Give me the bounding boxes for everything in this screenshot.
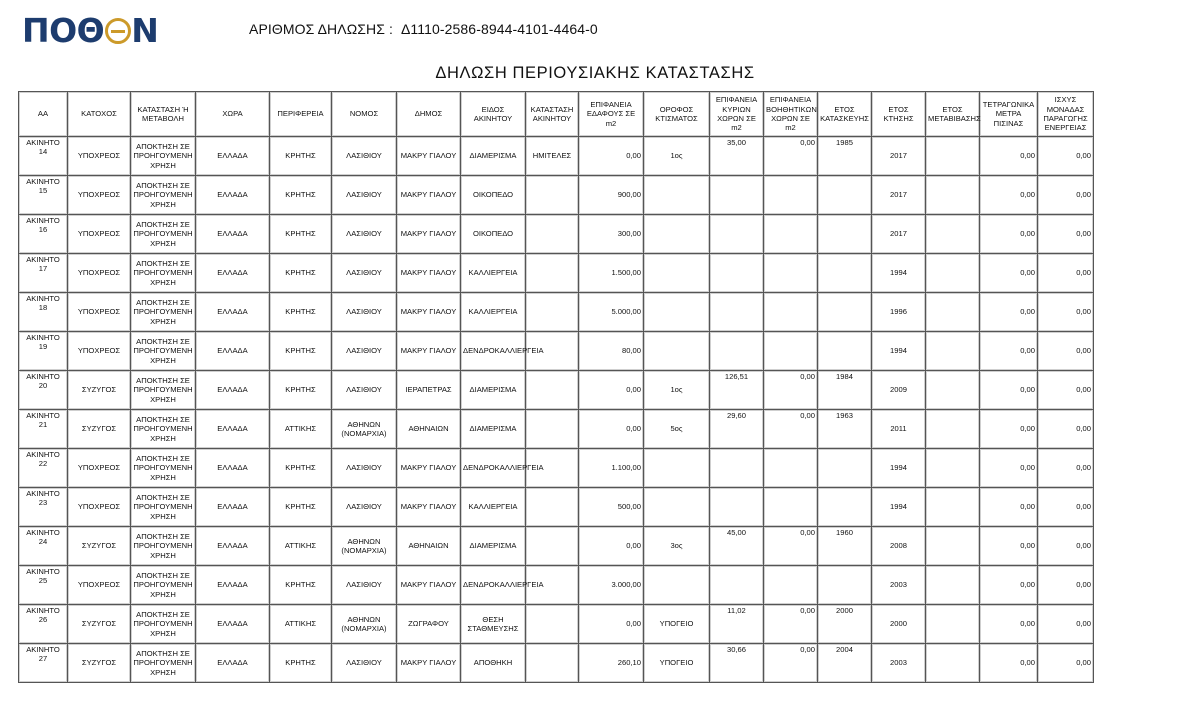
cell-region: ΚΡΗΤΗΣ — [270, 371, 332, 410]
cell-main-area: 35,00 — [710, 137, 764, 176]
cell-prefecture: ΛΑΣΙΘΙΟΥ — [332, 332, 397, 371]
assets-table — [18, 91, 1094, 683]
cell-floor — [644, 254, 710, 293]
column-header: ΕΠΙΦΑΝΕΙΑ ΚΥΡΙΩΝ ΧΩΡΩΝ ΣΕ m2 — [710, 92, 764, 137]
cell-year-built — [818, 176, 872, 215]
table-row — [19, 449, 1094, 488]
cell-power: 0,00 — [1038, 566, 1094, 605]
cell-country: ΕΛΛΑΔΑ — [196, 137, 270, 176]
column-header: ΚΑΤΑΣΤΑΣΗ Ή ΜΕΤΑΒΟΛΗ — [131, 92, 196, 137]
cell-property-status — [526, 176, 579, 215]
cell-status: ΑΠΟΚΤΗΣΗ ΣΕ ΠΡΟΗΓΟΥΜΕΝΗ ΧΡΗΣΗ — [131, 644, 196, 683]
cell-owner: ΣΥΖΥΓΟΣ — [68, 527, 131, 566]
cell-main-area — [710, 215, 764, 254]
table-row — [19, 410, 1094, 449]
cell-municipality: ΜΑΚΡΥ ΓΙΑΛΟΥ — [397, 566, 461, 605]
cell-floor: 3ος — [644, 527, 710, 566]
cell-municipality: ΜΑΚΡΥ ΓΙΑΛΟΥ — [397, 644, 461, 683]
cell-main-area: 30,66 — [710, 644, 764, 683]
table-row — [19, 488, 1094, 527]
cell-region: ΚΡΗΤΗΣ — [270, 293, 332, 332]
cell-aux-area — [764, 293, 818, 332]
cell-prefecture: ΛΑΣΙΘΙΟΥ — [332, 566, 397, 605]
cell-floor — [644, 488, 710, 527]
cell-year-acquired: 1994 — [872, 332, 926, 371]
cell-property-type: ΔΙΑΜΕΡΙΣΜΑ — [461, 371, 526, 410]
cell-land-area: 260,10 — [579, 644, 644, 683]
cell-country: ΕΛΛΑΔΑ — [196, 605, 270, 644]
cell-year-built: 1963 — [818, 410, 872, 449]
cell-prefecture: ΛΑΣΙΘΙΟΥ — [332, 215, 397, 254]
cell-status: ΑΠΟΚΤΗΣΗ ΣΕ ΠΡΟΗΓΟΥΜΕΝΗ ΧΡΗΣΗ — [131, 293, 196, 332]
cell-region: ΚΡΗΤΗΣ — [270, 488, 332, 527]
cell-prefecture: ΛΑΣΙΘΙΟΥ — [332, 371, 397, 410]
cell-aux-area — [764, 176, 818, 215]
cell-region: ΚΡΗΤΗΣ — [270, 254, 332, 293]
cell-country: ΕΛΛΑΔΑ — [196, 449, 270, 488]
cell-property-status — [526, 254, 579, 293]
cell-aux-area: 0,00 — [764, 137, 818, 176]
cell-aux-area — [764, 566, 818, 605]
cell-municipality: ΑΘΗΝΑΙΩΝ — [397, 527, 461, 566]
column-header: ΕΠΙΦΑΝΕΙΑ ΒΟΗΘΗΤΙΚΩΝ ΧΩΡΩΝ ΣΕ m2 — [764, 92, 818, 137]
cell-main-area — [710, 488, 764, 527]
cell-aa: ΑΚΙΝΗΤΟ 26 — [19, 605, 68, 644]
cell-aa: ΑΚΙΝΗΤΟ 21 — [19, 410, 68, 449]
cell-power: 0,00 — [1038, 176, 1094, 215]
cell-prefecture: ΛΑΣΙΘΙΟΥ — [332, 488, 397, 527]
cell-aux-area — [764, 215, 818, 254]
cell-municipality: ΜΑΚΡΥ ΓΙΑΛΟΥ — [397, 254, 461, 293]
column-header: ΕΠΙΦΑΝΕΙΑ ΕΔΑΦΟΥΣ ΣΕ m2 — [579, 92, 644, 137]
cell-municipality: ΜΑΚΡΥ ΓΙΑΛΟΥ — [397, 332, 461, 371]
cell-prefecture: ΛΑΣΙΘΙΟΥ — [332, 449, 397, 488]
cell-aux-area: 0,00 — [764, 371, 818, 410]
cell-municipality: ΜΑΚΡΥ ΓΙΑΛΟΥ — [397, 449, 461, 488]
cell-pool-area: 0,00 — [980, 449, 1038, 488]
table-body — [19, 137, 1094, 683]
cell-land-area: 500,00 — [579, 488, 644, 527]
cell-region: ΚΡΗΤΗΣ — [270, 176, 332, 215]
table-row — [19, 137, 1094, 176]
cell-floor — [644, 566, 710, 605]
cell-pool-area: 0,00 — [980, 488, 1038, 527]
cell-municipality: ΙΕΡΑΠΕΤΡΑΣ — [397, 371, 461, 410]
cell-pool-area: 0,00 — [980, 410, 1038, 449]
cell-pool-area: 0,00 — [980, 566, 1038, 605]
column-header: ΠΕΡΙΦΕΡΕΙΑ — [270, 92, 332, 137]
cell-pool-area: 0,00 — [980, 176, 1038, 215]
cell-property-type: ΔΙΑΜΕΡΙΣΜΑ — [461, 527, 526, 566]
cell-aa: ΑΚΙΝΗΤΟ 18 — [19, 293, 68, 332]
cell-property-status — [526, 410, 579, 449]
cell-municipality: ΖΩΓΡΑΦΟΥ — [397, 605, 461, 644]
cell-status: ΑΠΟΚΤΗΣΗ ΣΕ ΠΡΟΗΓΟΥΜΕΝΗ ΧΡΗΣΗ — [131, 371, 196, 410]
cell-country: ΕΛΛΑΔΑ — [196, 566, 270, 605]
cell-country: ΕΛΛΑΔΑ — [196, 644, 270, 683]
cell-status: ΑΠΟΚΤΗΣΗ ΣΕ ΠΡΟΗΓΟΥΜΕΝΗ ΧΡΗΣΗ — [131, 488, 196, 527]
cell-aa: ΑΚΙΝΗΤΟ 16 — [19, 215, 68, 254]
cell-year-transfer — [926, 644, 980, 683]
cell-owner: ΥΠΟΧΡΕΟΣ — [68, 215, 131, 254]
cell-owner: ΣΥΖΥΓΟΣ — [68, 605, 131, 644]
cell-status: ΑΠΟΚΤΗΣΗ ΣΕ ΠΡΟΗΓΟΥΜΕΝΗ ΧΡΗΣΗ — [131, 254, 196, 293]
cell-owner: ΥΠΟΧΡΕΟΣ — [68, 332, 131, 371]
cell-year-acquired: 2017 — [872, 176, 926, 215]
cell-land-area: 0,00 — [579, 410, 644, 449]
column-header: ΑΑ — [19, 92, 68, 137]
cell-year-transfer — [926, 566, 980, 605]
cell-prefecture: ΛΑΣΙΘΙΟΥ — [332, 293, 397, 332]
cell-year-built — [818, 254, 872, 293]
column-header: ΕΤΟΣ ΚΑΤΑΣΚΕΥΗΣ — [818, 92, 872, 137]
cell-year-acquired: 1994 — [872, 449, 926, 488]
cell-status: ΑΠΟΚΤΗΣΗ ΣΕ ΠΡΟΗΓΟΥΜΕΝΗ ΧΡΗΣΗ — [131, 527, 196, 566]
declaration-number-label: ΑΡΙΘΜΟΣ ΔΗΛΩΣΗΣ : — [249, 21, 393, 37]
cell-floor — [644, 449, 710, 488]
cell-year-built — [818, 566, 872, 605]
cell-year-transfer — [926, 137, 980, 176]
cell-land-area: 0,00 — [579, 137, 644, 176]
cell-year-built — [818, 332, 872, 371]
cell-main-area: 126,51 — [710, 371, 764, 410]
cell-status: ΑΠΟΚΤΗΣΗ ΣΕ ΠΡΟΗΓΟΥΜΕΝΗ ΧΡΗΣΗ — [131, 215, 196, 254]
cell-aa: ΑΚΙΝΗΤΟ 14 — [19, 137, 68, 176]
table-row — [19, 605, 1094, 644]
cell-status: ΑΠΟΚΤΗΣΗ ΣΕ ΠΡΟΗΓΟΥΜΕΝΗ ΧΡΗΣΗ — [131, 449, 196, 488]
cell-floor — [644, 215, 710, 254]
cell-year-built: 1984 — [818, 371, 872, 410]
cell-power: 0,00 — [1038, 254, 1094, 293]
cell-country: ΕΛΛΑΔΑ — [196, 527, 270, 566]
cell-status: ΑΠΟΚΤΗΣΗ ΣΕ ΠΡΟΗΓΟΥΜΕΝΗ ΧΡΗΣΗ — [131, 176, 196, 215]
cell-power: 0,00 — [1038, 605, 1094, 644]
cell-owner: ΥΠΟΧΡΕΟΣ — [68, 488, 131, 527]
cell-country: ΕΛΛΑΔΑ — [196, 254, 270, 293]
cell-year-transfer — [926, 176, 980, 215]
cell-year-transfer — [926, 332, 980, 371]
table-row — [19, 566, 1094, 605]
cell-property-status — [526, 488, 579, 527]
cell-property-type: ΔΙΑΜΕΡΙΣΜΑ — [461, 137, 526, 176]
cell-municipality: ΜΑΚΡΥ ΓΙΑΛΟΥ — [397, 488, 461, 527]
cell-main-area — [710, 176, 764, 215]
cell-power: 0,00 — [1038, 137, 1094, 176]
cell-region: ΚΡΗΤΗΣ — [270, 332, 332, 371]
cell-region: ΚΡΗΤΗΣ — [270, 566, 332, 605]
cell-status: ΑΠΟΚΤΗΣΗ ΣΕ ΠΡΟΗΓΟΥΜΕΝΗ ΧΡΗΣΗ — [131, 566, 196, 605]
cell-year-transfer — [926, 215, 980, 254]
cell-year-built: 2000 — [818, 605, 872, 644]
cell-country: ΕΛΛΑΔΑ — [196, 332, 270, 371]
cell-property-type: ΘΕΣΗ ΣΤΑΘΜΕΥΣΗΣ — [461, 605, 526, 644]
cell-country: ΕΛΛΑΔΑ — [196, 176, 270, 215]
cell-prefecture: ΑΘΗΝΩΝ (ΝΟΜΑΡΧΙΑ) — [332, 410, 397, 449]
cell-property-type: ΔΕΝΔΡΟΚΑΛΛΙΕΡΓΕΙΑ — [461, 449, 526, 488]
cell-aux-area — [764, 449, 818, 488]
cell-aux-area — [764, 488, 818, 527]
cell-aa: ΑΚΙΝΗΤΟ 22 — [19, 449, 68, 488]
cell-pool-area: 0,00 — [980, 332, 1038, 371]
cell-year-transfer — [926, 488, 980, 527]
cell-year-transfer — [926, 293, 980, 332]
logo-text-right: Ν — [131, 11, 159, 50]
cell-year-built — [818, 449, 872, 488]
cell-aa: ΑΚΙΝΗΤΟ 25 — [19, 566, 68, 605]
cell-municipality: ΜΑΚΡΥ ΓΙΑΛΟΥ — [397, 293, 461, 332]
cell-property-status — [526, 644, 579, 683]
cell-owner: ΣΥΖΥΓΟΣ — [68, 410, 131, 449]
cell-year-acquired: 2017 — [872, 215, 926, 254]
cell-property-status — [526, 527, 579, 566]
cell-pool-area: 0,00 — [980, 137, 1038, 176]
cell-year-acquired: 2003 — [872, 566, 926, 605]
cell-country: ΕΛΛΑΔΑ — [196, 371, 270, 410]
cell-main-area: 11,02 — [710, 605, 764, 644]
cell-aa: ΑΚΙΝΗΤΟ 19 — [19, 332, 68, 371]
cell-land-area: 0,00 — [579, 527, 644, 566]
cell-power: 0,00 — [1038, 410, 1094, 449]
cell-pool-area: 0,00 — [980, 254, 1038, 293]
cell-power: 0,00 — [1038, 293, 1094, 332]
cell-power: 0,00 — [1038, 332, 1094, 371]
cell-year-transfer — [926, 254, 980, 293]
cell-power: 0,00 — [1038, 644, 1094, 683]
cell-floor: 5ος — [644, 410, 710, 449]
cell-main-area — [710, 293, 764, 332]
cell-property-type: ΔΕΝΔΡΟΚΑΛΛΙΕΡΓΕΙΑ — [461, 566, 526, 605]
cell-municipality: ΜΑΚΡΥ ΓΙΑΛΟΥ — [397, 215, 461, 254]
cell-year-acquired: 1996 — [872, 293, 926, 332]
cell-country: ΕΛΛΑΔΑ — [196, 293, 270, 332]
cell-prefecture: ΛΑΣΙΘΙΟΥ — [332, 254, 397, 293]
cell-power: 0,00 — [1038, 215, 1094, 254]
table-row — [19, 293, 1094, 332]
cell-main-area — [710, 254, 764, 293]
cell-power: 0,00 — [1038, 527, 1094, 566]
column-header: ΕΤΟΣ ΜΕΤΑΒΙΒΑΣΗΣ — [926, 92, 980, 137]
cell-region: ΚΡΗΤΗΣ — [270, 215, 332, 254]
cell-municipality: ΜΑΚΡΥ ΓΙΑΛΟΥ — [397, 176, 461, 215]
cell-region: ΑΤΤΙΚΗΣ — [270, 410, 332, 449]
table-row — [19, 254, 1094, 293]
table-header-row — [19, 92, 1094, 137]
column-header: ΕΤΟΣ ΚΤΗΣΗΣ — [872, 92, 926, 137]
cell-floor — [644, 293, 710, 332]
cell-aux-area — [764, 332, 818, 371]
cell-pool-area: 0,00 — [980, 293, 1038, 332]
cell-property-type: ΔΕΝΔΡΟΚΑΛΛΙΕΡΓΕΙΑ — [461, 332, 526, 371]
cell-property-status — [526, 215, 579, 254]
document-title: ΔΗΛΩΣΗ ΠΕΡΙΟΥΣΙΑΚΗΣ ΚΑΤΑΣΤΑΣΗΣ — [435, 64, 755, 82]
cell-property-type: ΚΑΛΛΙΕΡΓΕΙΑ — [461, 488, 526, 527]
cell-region: ΑΤΤΙΚΗΣ — [270, 605, 332, 644]
table-row — [19, 215, 1094, 254]
cell-land-area: 3.000,00 — [579, 566, 644, 605]
cell-year-acquired: 1994 — [872, 488, 926, 527]
table-row — [19, 332, 1094, 371]
cell-region: ΑΤΤΙΚΗΣ — [270, 527, 332, 566]
table-row — [19, 527, 1094, 566]
cell-prefecture: ΛΑΣΙΘΙΟΥ — [332, 644, 397, 683]
cell-status: ΑΠΟΚΤΗΣΗ ΣΕ ΠΡΟΗΓΟΥΜΕΝΗ ΧΡΗΣΗ — [131, 605, 196, 644]
column-header: ΤΕΤΡΑΓΩΝΙΚΑ ΜΕΤΡΑ ΠΙΣΙΝΑΣ — [980, 92, 1038, 137]
cell-aa: ΑΚΙΝΗΤΟ 15 — [19, 176, 68, 215]
cell-floor: 1ος — [644, 137, 710, 176]
cell-pool-area: 0,00 — [980, 371, 1038, 410]
cell-aa: ΑΚΙΝΗΤΟ 20 — [19, 371, 68, 410]
cell-region: ΚΡΗΤΗΣ — [270, 644, 332, 683]
cell-main-area: 45,00 — [710, 527, 764, 566]
logo-epsilon-ring-icon — [105, 18, 131, 44]
cell-property-type: ΔΙΑΜΕΡΙΣΜΑ — [461, 410, 526, 449]
cell-year-acquired: 2017 — [872, 137, 926, 176]
cell-pool-area: 0,00 — [980, 215, 1038, 254]
cell-pool-area: 0,00 — [980, 605, 1038, 644]
cell-land-area: 300,00 — [579, 215, 644, 254]
cell-property-type: ΚΑΛΛΙΕΡΓΕΙΑ — [461, 293, 526, 332]
column-header: ΝΟΜΟΣ — [332, 92, 397, 137]
cell-year-built: 1960 — [818, 527, 872, 566]
cell-floor: 1ος — [644, 371, 710, 410]
cell-land-area: 5.000,00 — [579, 293, 644, 332]
cell-year-built — [818, 293, 872, 332]
cell-year-transfer — [926, 527, 980, 566]
cell-property-type: ΟΙΚΟΠΕΔΟ — [461, 215, 526, 254]
declaration-number-value: Δ1110-2586-8944-4101-4464-0 — [400, 21, 598, 37]
declaration-number-line — [249, 21, 598, 37]
cell-aux-area: 0,00 — [764, 410, 818, 449]
cell-aux-area: 0,00 — [764, 644, 818, 683]
cell-region: ΚΡΗΤΗΣ — [270, 449, 332, 488]
cell-year-acquired: 2000 — [872, 605, 926, 644]
cell-year-acquired: 2008 — [872, 527, 926, 566]
cell-property-status — [526, 293, 579, 332]
cell-land-area: 0,00 — [579, 605, 644, 644]
cell-status: ΑΠΟΚΤΗΣΗ ΣΕ ΠΡΟΗΓΟΥΜΕΝΗ ΧΡΗΣΗ — [131, 410, 196, 449]
column-header: ΚΑΤΟΧΟΣ — [68, 92, 131, 137]
cell-owner: ΥΠΟΧΡΕΟΣ — [68, 254, 131, 293]
cell-floor: ΥΠΟΓΕΙΟ — [644, 605, 710, 644]
cell-aa: ΑΚΙΝΗΤΟ 17 — [19, 254, 68, 293]
cell-aux-area: 0,00 — [764, 605, 818, 644]
cell-year-built — [818, 488, 872, 527]
cell-power: 0,00 — [1038, 488, 1094, 527]
cell-land-area: 1.500,00 — [579, 254, 644, 293]
cell-owner: ΥΠΟΧΡΕΟΣ — [68, 566, 131, 605]
cell-property-status — [526, 371, 579, 410]
cell-floor — [644, 332, 710, 371]
cell-property-type: ΚΑΛΛΙΕΡΓΕΙΑ — [461, 254, 526, 293]
cell-prefecture: ΑΘΗΝΩΝ (ΝΟΜΑΡΧΙΑ) — [332, 527, 397, 566]
cell-owner: ΥΠΟΧΡΕΟΣ — [68, 293, 131, 332]
cell-owner: ΣΥΖΥΓΟΣ — [68, 644, 131, 683]
cell-land-area: 900,00 — [579, 176, 644, 215]
cell-municipality: ΜΑΚΡΥ ΓΙΑΛΟΥ — [397, 137, 461, 176]
column-header: ΙΣΧΥΣ ΜΟΝΑΔΑΣ ΠΑΡΑΓΩΓΗΣ ΕΝΕΡΓΕΙΑΣ — [1038, 92, 1094, 137]
cell-year-transfer — [926, 449, 980, 488]
cell-main-area — [710, 449, 764, 488]
cell-main-area: 29,60 — [710, 410, 764, 449]
cell-year-transfer — [926, 410, 980, 449]
logo-text-left: ΠΟΘ — [22, 11, 105, 50]
cell-main-area — [710, 332, 764, 371]
cell-floor: ΥΠΟΓΕΙΟ — [644, 644, 710, 683]
cell-power: 0,00 — [1038, 449, 1094, 488]
cell-aa: ΑΚΙΝΗΤΟ 23 — [19, 488, 68, 527]
cell-year-built — [818, 215, 872, 254]
cell-property-type: ΑΠΟΘΗΚΗ — [461, 644, 526, 683]
cell-owner: ΣΥΖΥΓΟΣ — [68, 371, 131, 410]
cell-status: ΑΠΟΚΤΗΣΗ ΣΕ ΠΡΟΗΓΟΥΜΕΝΗ ΧΡΗΣΗ — [131, 332, 196, 371]
column-header: ΟΡΟΦΟΣ ΚΤΙΣΜΑΤΟΣ — [644, 92, 710, 137]
cell-year-acquired: 1994 — [872, 254, 926, 293]
cell-year-acquired: 2003 — [872, 644, 926, 683]
cell-property-status — [526, 605, 579, 644]
cell-prefecture: ΛΑΣΙΘΙΟΥ — [332, 137, 397, 176]
cell-floor — [644, 176, 710, 215]
cell-owner: ΥΠΟΧΡΕΟΣ — [68, 137, 131, 176]
cell-aux-area: 0,00 — [764, 527, 818, 566]
cell-owner: ΥΠΟΧΡΕΟΣ — [68, 176, 131, 215]
cell-status: ΑΠΟΚΤΗΣΗ ΣΕ ΠΡΟΗΓΟΥΜΕΝΗ ΧΡΗΣΗ — [131, 137, 196, 176]
cell-prefecture: ΛΑΣΙΘΙΟΥ — [332, 176, 397, 215]
column-header: ΧΩΡΑ — [196, 92, 270, 137]
cell-owner: ΥΠΟΧΡΕΟΣ — [68, 449, 131, 488]
column-header: ΚΑΤΑΣΤΑΣΗ ΑΚΙΝΗΤΟΥ — [526, 92, 579, 137]
cell-power: 0,00 — [1038, 371, 1094, 410]
cell-land-area: 0,00 — [579, 371, 644, 410]
cell-land-area: 1.100,00 — [579, 449, 644, 488]
cell-land-area: 80,00 — [579, 332, 644, 371]
cell-country: ΕΛΛΑΔΑ — [196, 410, 270, 449]
cell-municipality: ΑΘΗΝΑΙΩΝ — [397, 410, 461, 449]
cell-property-type: ΟΙΚΟΠΕΔΟ — [461, 176, 526, 215]
cell-country: ΕΛΛΑΔΑ — [196, 215, 270, 254]
pothen-logo — [22, 13, 158, 49]
cell-pool-area: 0,00 — [980, 644, 1038, 683]
cell-year-acquired: 2011 — [872, 410, 926, 449]
cell-country: ΕΛΛΑΔΑ — [196, 488, 270, 527]
cell-year-transfer — [926, 371, 980, 410]
table-row — [19, 371, 1094, 410]
cell-pool-area: 0,00 — [980, 527, 1038, 566]
cell-region: ΚΡΗΤΗΣ — [270, 137, 332, 176]
cell-main-area — [710, 566, 764, 605]
cell-year-acquired: 2009 — [872, 371, 926, 410]
table-row — [19, 176, 1094, 215]
cell-year-transfer — [926, 605, 980, 644]
cell-property-status: ΗΜΙΤΕΛΕΣ — [526, 137, 579, 176]
cell-year-built: 2004 — [818, 644, 872, 683]
cell-aa: ΑΚΙΝΗΤΟ 27 — [19, 644, 68, 683]
cell-year-built: 1985 — [818, 137, 872, 176]
cell-aa: ΑΚΙΝΗΤΟ 24 — [19, 527, 68, 566]
cell-aux-area — [764, 254, 818, 293]
table-row — [19, 644, 1094, 683]
column-header: ΔΗΜΟΣ — [397, 92, 461, 137]
cell-prefecture: ΑΘΗΝΩΝ (ΝΟΜΑΡΧΙΑ) — [332, 605, 397, 644]
column-header: ΕΙΔΟΣ ΑΚΙΝΗΤΟΥ — [461, 92, 526, 137]
